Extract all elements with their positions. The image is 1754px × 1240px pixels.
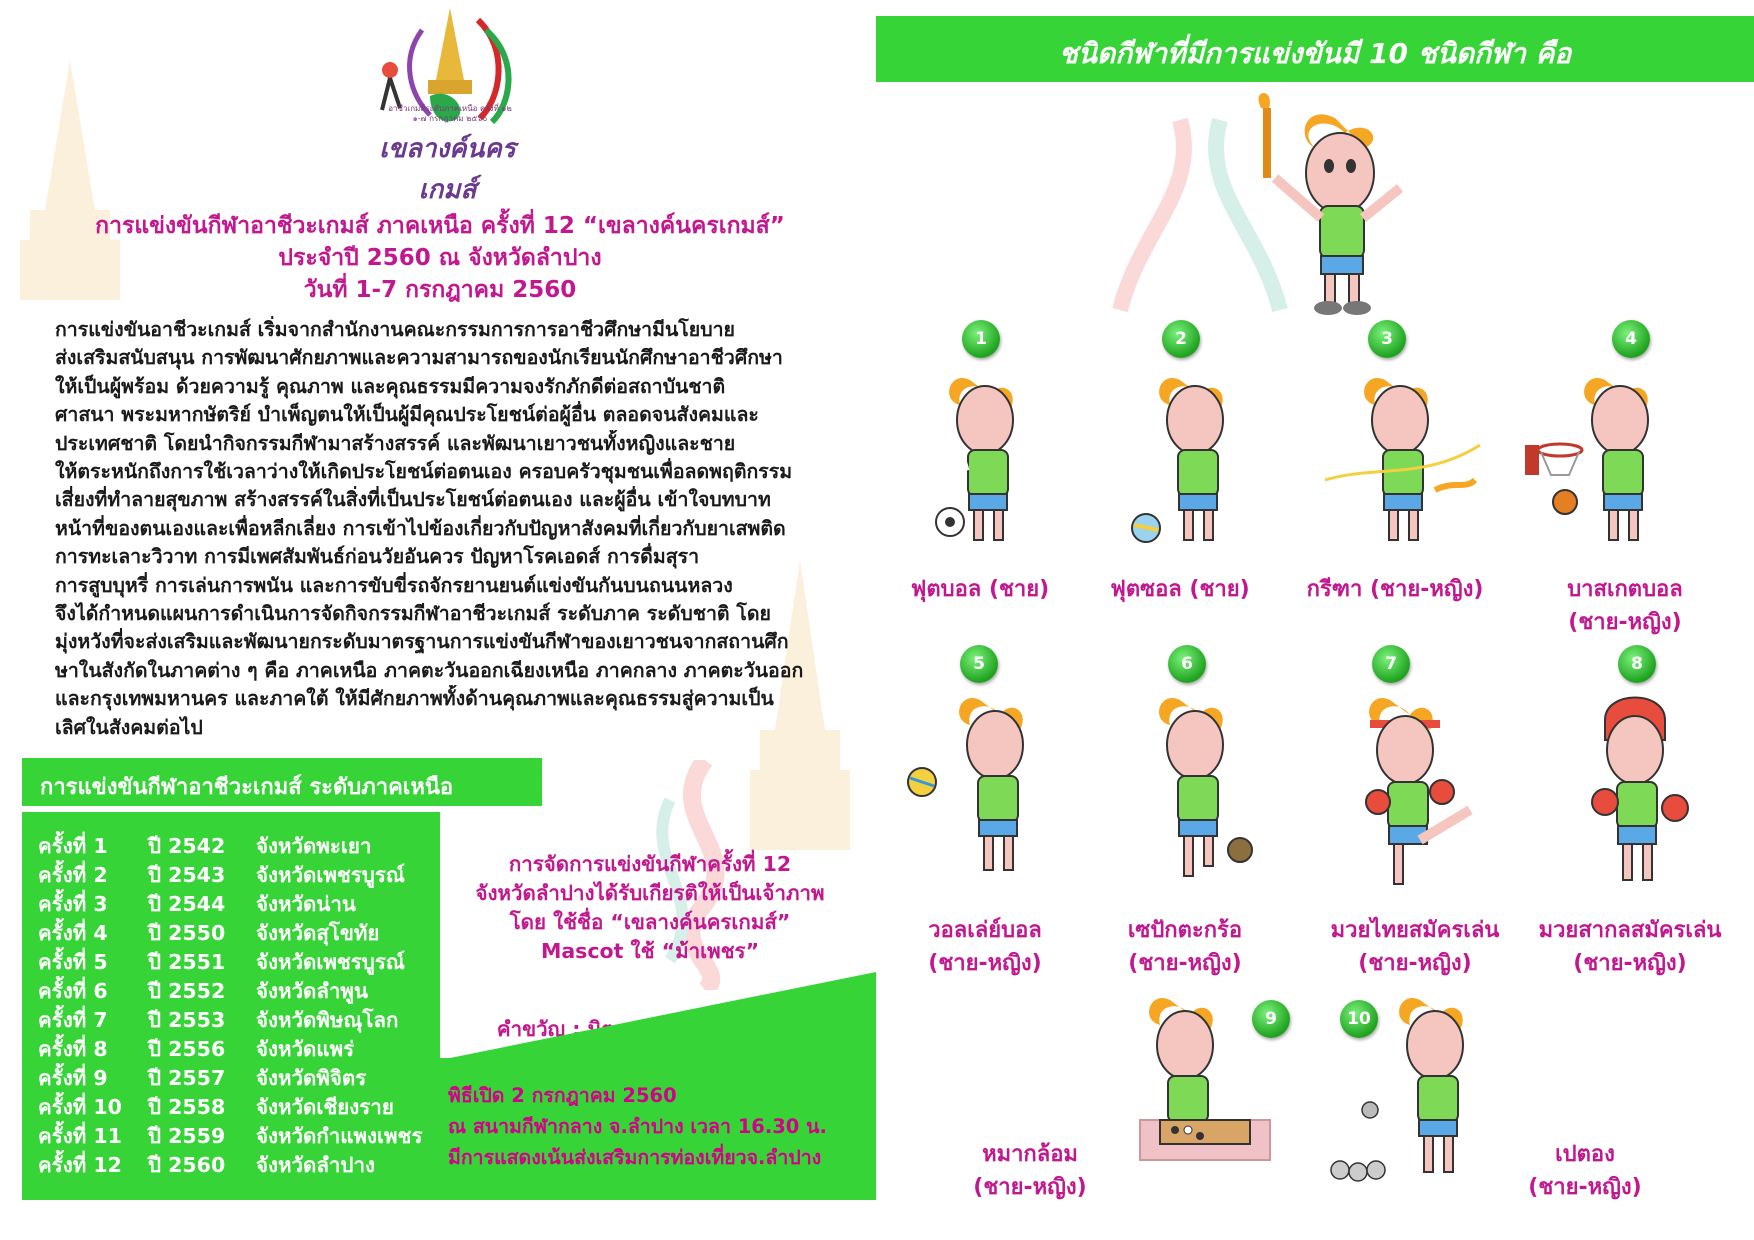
intro-line: เสี่ยงที่ทำลายสุขภาพ สร้างสรรค์ในสิ่งที่เป็นประโยชน์ต่อตนเอง และผู้อื่น เข้าใจบทบาท (55, 488, 771, 512)
sport-label-sub: (ชาย-หญิง) (928, 951, 1042, 976)
sport-label (1105, 914, 1265, 980)
sport-label-name: มวยไทยสมัครเล่น (1330, 918, 1500, 943)
history-province: จังหวัดพิษณุโลก (256, 1008, 399, 1032)
mascot-football (900, 370, 1060, 560)
history-year: ปี 2542 (148, 834, 226, 858)
sport-label-name: หมากล้อม (982, 1142, 1078, 1167)
history-province: จังหวัดเพชรบูรณ์ (256, 863, 405, 887)
sport-label-sub: (ชาย-หญิง) (1528, 1175, 1642, 1200)
host-info-line3: โดย ใช้ชื่อ “เขลางค์นครเกมส์” (509, 910, 791, 934)
event-logo (360, 0, 535, 205)
title-line3: วันที่ 1-7 กรกฎาคม 2560 (303, 277, 577, 303)
opening-box-slant (440, 972, 876, 1060)
sport-label: ฟุตซอล (ชาย) (1110, 577, 1250, 602)
sport-label-name: วอลเล่ย์บอล (928, 918, 1042, 943)
history-year: ปี 2556 (148, 1037, 226, 1061)
history-year: ปี 2550 (148, 921, 226, 945)
history-year: ปี 2543 (148, 863, 226, 887)
opening-line1: พิธีเปิด 2 กรกฎาคม 2560 (448, 1084, 677, 1107)
intro-line: จึงได้กำหนดแผนการดำเนินการจัดกิจกรรมกีฬาอาชีวะเกมส์ ระดับภาค ระดับชาติ โดย (55, 602, 771, 626)
mascot-sepak-takraw (1110, 690, 1270, 900)
history-round: ครั้งที่ 1 (38, 834, 108, 858)
intro-line: ส่งเสริมสนับสนุน การพัฒนาศักยภาพและความสามารถของนักเรียนนักศึกษาอาชีวศึกษา (55, 346, 783, 370)
intro-line: การทะเลาะวิวาท การมีเพศสัมพันธ์ก่อนวัยอันควร ปัญหาโรคเอดส์ การดื่มสุรา (55, 545, 700, 569)
history-year: ปี 2557 (148, 1066, 226, 1090)
sport-number-badge: 2 (1162, 320, 1200, 358)
sport-label-sub: (ชาย-หญิง) (1573, 951, 1687, 976)
mascot-futsal (1110, 370, 1270, 560)
intro-line: ให้ตระหนักถึงการใช้เวลาว่างให้เกิดประโยชน์ต่อตนเอง ครอบครัวชุมชนเพื่อลดพฤติกรรม (55, 460, 793, 484)
logo-caption-line2: ๑-๗ กรกฎาคม ๒๕๖๐ (412, 114, 488, 123)
intro-line: การสูบบุหรี่ การเล่นการพนัน และการขับขี่รถจักรยานยนต์แข่งขันกันบนถนนหลวง (55, 573, 733, 597)
sport-number-badge: 7 (1372, 645, 1410, 683)
opening-text (448, 1080, 868, 1173)
sport-label-name: บาสเกตบอล (1567, 577, 1683, 602)
north-region-bar (22, 758, 542, 806)
sport-label-sub: (ชาย-หญิง) (1128, 951, 1242, 976)
logo-name: เขลางค์นครเกมส์ (379, 134, 516, 205)
host-info (440, 850, 860, 966)
sport-label-sub: (ชาย-หญิง) (1358, 951, 1472, 976)
sport-label-sub: (ชาย-หญิง) (1568, 610, 1682, 635)
sport-label-sub: (ชาย-หญิง) (973, 1175, 1087, 1200)
intro-line: การแข่งขันอาชีวะเกมส์ เริ่มจากสำนักงานคณะกรรมการการอาชีวศึกษามีนโยบาย (55, 318, 735, 341)
sport-label: กรีฑา (ชาย-หญิง) (1306, 577, 1484, 602)
intro-line: ศาสนา พระมหากษัตริย์ บำเพ็ญตนให้เป็นผู้มีคุณประโยชน์ต่อผู้อื่น ตลอดจนสังคมและ (55, 403, 759, 427)
sport-label (955, 1138, 1105, 1204)
sport-label: ฟุตบอล (ชาย) (910, 577, 1050, 602)
history-round: ครั้งที่ 8 (38, 1037, 108, 1061)
intro-line: ประเทศชาติ โดยนำกิจกรรมกีฬามาสร้างสรรค์ และพัฒนาเยาวชนทั้งหญิงและชาย (55, 431, 736, 455)
history-year: ปี 2544 (148, 892, 226, 916)
sport-label (1315, 914, 1515, 980)
sports-header-title: ชนิดกีฬาที่มีการแข่งขันมี 10 ชนิดกีฬา คือ (1058, 37, 1572, 70)
sport-label-name: มวยสากลสมัครเล่น (1538, 918, 1722, 943)
mascot-petanque (1330, 990, 1530, 1190)
history-round: ครั้งที่ 5 (38, 950, 108, 974)
history-year: ปี 2551 (148, 950, 226, 974)
mascot-athletics (1315, 370, 1485, 560)
history-province: จังหวัดกำแพงเพชร (256, 1124, 423, 1148)
sport-number-badge: 6 (1168, 645, 1206, 683)
history-round: ครั้งที่ 3 (38, 892, 108, 916)
history-province: จังหวัดเชียงราย (256, 1095, 394, 1119)
logo-caption-line1: อาชีวเกมส์ระดับภาคเหนือ ครั้งที่ ๑๒ (388, 104, 512, 113)
sports-header-bar (876, 16, 1754, 82)
host-info-line1: การจัดการแข่งขันกีฬาครั้งที่ 12 (508, 852, 792, 876)
host-info-line4: Mascot ใช้ “ม้าเพชร” (540, 939, 760, 963)
sport-number-badge: 5 (960, 645, 998, 683)
intro-line: ให้เป็นผู้พร้อม ด้วยความรู้ คุณภาพ และคุณธรรมมีความจงรักภักดีต่อสถาบันชาติ (55, 374, 726, 398)
history-year: ปี 2559 (148, 1124, 226, 1148)
intro-line: เลิศในสังคมต่อไป (55, 715, 203, 739)
history-round: ครั้งที่ 2 (38, 863, 108, 887)
sport-label (1540, 573, 1710, 639)
history-province: จังหวัดเพชรบูรณ์ (256, 950, 405, 974)
sport-label-name: เปตอง (1555, 1142, 1615, 1167)
sport-number-badge: 8 (1618, 645, 1656, 683)
intro-line: ษาในสังกัดในภาคต่าง ๆ คือ ภาคเหนือ ภาคตะวันออกเฉียงเหนือ ภาคกลาง ภาคตะวันออก (55, 658, 804, 682)
mascot-basketball (1525, 370, 1695, 560)
title-line1: การแข่งขันกีฬาอาชีวะเกมส์ ภาคเหนือ ครั้งที่ 12 “เขลางค์นครเกมส์” (95, 213, 785, 239)
mascot-boxing (1555, 690, 1715, 900)
history-province: จังหวัดน่าน (256, 892, 356, 916)
history-year: ปี 2552 (148, 979, 226, 1003)
sport-label (905, 914, 1065, 980)
history-round: ครั้งที่ 11 (38, 1124, 122, 1148)
north-region-title: การแข่งขันกีฬาอาชีวะเกมส์ ระดับภาคเหนือ (40, 775, 454, 800)
title-line2: ประจำปี 2560 ณ จังหวัดลำปาง (278, 245, 602, 271)
history-round: ครั้งที่ 7 (38, 1008, 108, 1032)
history-province: จังหวัดแพร่ (256, 1037, 355, 1061)
sport-label (1525, 914, 1735, 980)
slogan: คำขวัญ : มิตรภาพ น้ำใจ สู่ชัยชนะ (496, 1017, 804, 1041)
mascot-go-board (1100, 990, 1280, 1180)
history-list (22, 812, 440, 1200)
history-round: ครั้งที่ 12 (38, 1153, 122, 1177)
history-province: จังหวัดลำพูน (256, 979, 368, 1003)
sport-number-badge: 10 (1340, 1000, 1378, 1038)
intro-line: และกรุงเทพมหานคร และภาคใต้ ให้มีศักยภาพทั้งด้านคุณภาพและคุณธรรมสู่ความเป็น (55, 687, 774, 711)
history-province: จังหวัดลำปาง (256, 1153, 375, 1177)
history-round: ครั้งที่ 10 (38, 1095, 122, 1119)
sport-number-badge: 4 (1612, 320, 1650, 358)
opening-line2: ณ สนามกีฬากลาง จ.ลำปาง เวลา 16.30 น. (448, 1115, 827, 1138)
mascot-muay-thai (1320, 690, 1490, 900)
history-year: ปี 2558 (148, 1095, 226, 1119)
history-year: ปี 2560 (148, 1153, 226, 1177)
history-province: จังหวัดพะเยา (256, 834, 372, 858)
history-round: ครั้งที่ 6 (38, 979, 108, 1003)
intro-line: หน้าที่ของตนเองและเพื่อหลีกเลี่ยง การเข้าไปข้องเกี่ยวกับปัญหาสังคมที่เกี่ยวกับยาเสพติด (55, 516, 786, 540)
history-round: ครั้งที่ 4 (38, 921, 108, 945)
mascot-volleyball (900, 690, 1060, 890)
sport-label (1510, 1138, 1660, 1204)
sport-number-badge: 3 (1368, 320, 1406, 358)
mascot-torch-bearer (1225, 88, 1425, 318)
sport-number-badge: 9 (1252, 1000, 1290, 1038)
sport-label-name: เซปักตะกร้อ (1127, 918, 1243, 943)
host-info-line2: จังหวัดลำปางได้รับเกียรติให้เป็นเจ้าภาพ (475, 881, 825, 905)
sport-number-badge: 1 (962, 320, 1000, 358)
history-year: ปี 2553 (148, 1008, 226, 1032)
opening-line3: มีการแสดงเน้นส่งเสริมการท่องเที่ยวจ.ลำปาง (448, 1146, 822, 1169)
history-province: จังหวัดสุโขทัย (256, 921, 380, 945)
history-round: ครั้งที่ 9 (38, 1066, 108, 1090)
history-province: จังหวัดพิจิตร (256, 1066, 367, 1090)
intro-line: มุ่งหวังที่จะส่งเสริมและพัฒนายกระดับมาตรฐานการแข่งขันกีฬาของเยาวชนจากสถานศึก (55, 630, 789, 654)
intro-paragraph (55, 316, 845, 742)
